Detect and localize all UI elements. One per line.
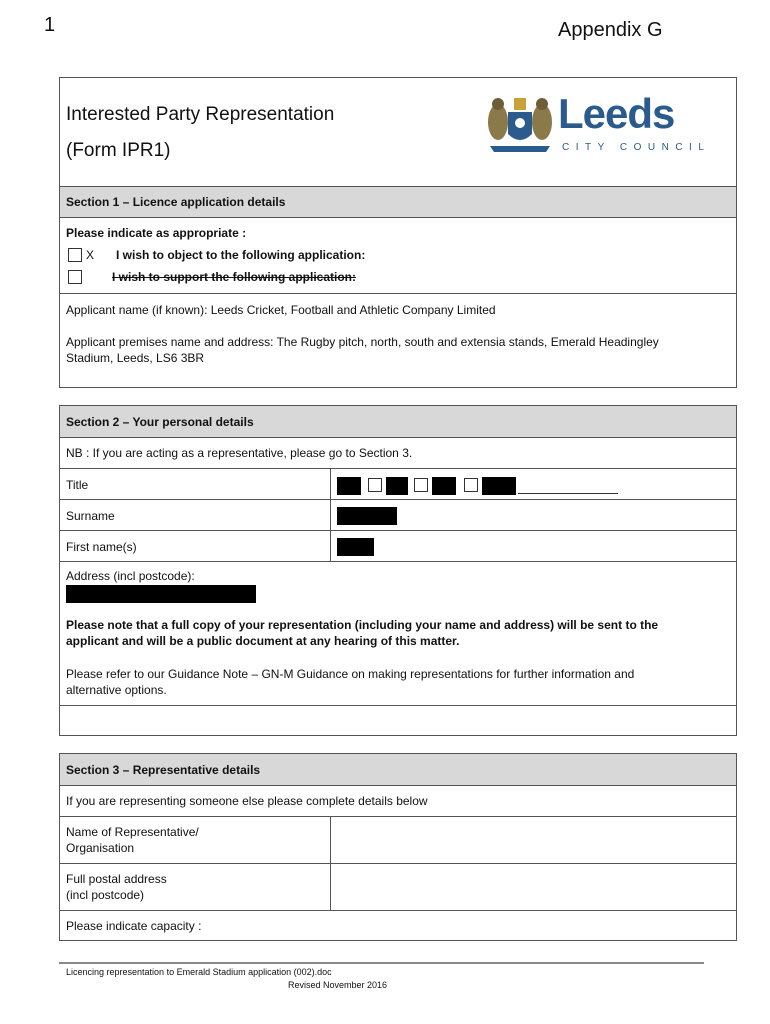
section3-intro-row: [60, 785, 736, 816]
nb-text: NB : If you are acting as a representative, please go to Section 3.: [66, 446, 413, 460]
premises-line2: Stadium, Leeds, LS6 3BR: [66, 351, 205, 365]
section2-blank-row: [60, 705, 736, 737]
refer-line1: Please refer to our Guidance Note – GN-M Guidance on making representations for further information and: [66, 667, 635, 681]
surname-redaction: [337, 507, 397, 525]
form-subtitle: (Form IPR1): [66, 140, 171, 161]
title-other-blank[interactable]: [518, 493, 618, 494]
address-row: [60, 561, 736, 705]
title-redaction-1: [337, 477, 361, 495]
title-label: Title: [66, 478, 89, 492]
surname-row: [60, 499, 736, 530]
firstname-divider: [330, 531, 331, 561]
section3-box: [59, 753, 737, 941]
leeds-logo: [486, 90, 711, 160]
footer-filename: Licencing representation to Emerald Stadium application (002).doc: [66, 967, 332, 977]
object-label: I wish to object to the following application:: [116, 248, 366, 262]
section2-heading-row: [60, 406, 736, 437]
rep-name-divider: [330, 817, 331, 863]
surname-divider: [330, 500, 331, 530]
title-redaction-4: [482, 477, 516, 495]
capacity-row: [60, 910, 736, 942]
title-checkbox-1[interactable]: [368, 478, 382, 492]
section1-options-row: [60, 217, 736, 293]
indicate-label: Please indicate as appropriate :: [66, 226, 247, 240]
firstname-label: First name(s): [66, 540, 137, 554]
section1-heading: Section 1 – Licence application details: [66, 195, 286, 209]
surname-label: Surname: [66, 509, 115, 523]
rep-name-row: [60, 816, 736, 863]
title-redaction-3: [432, 477, 456, 495]
object-checkbox[interactable]: [68, 248, 82, 262]
logo-subtitle: CITY COUNCIL: [562, 142, 711, 153]
title-divider: [330, 469, 331, 499]
title-redaction-2: [386, 477, 408, 495]
page-number: 1: [44, 14, 56, 36]
title-checkbox-3[interactable]: [464, 478, 478, 492]
footer-revised: Revised November 2016: [288, 980, 388, 990]
note-line1: Please note that a full copy of your representation (including your name and address) will be sent to the: [66, 618, 659, 632]
firstname-redaction: [337, 538, 374, 556]
form-title: Interested Party Representation: [66, 104, 335, 125]
postal-line2: (incl postcode): [66, 888, 145, 902]
support-checkbox[interactable]: [68, 270, 82, 284]
address-redaction: [66, 585, 256, 603]
applicant-name: Applicant name (if known): Leeds Cricket, Football and Athletic Company Limited: [66, 303, 496, 317]
coat-of-arms-icon: [486, 92, 554, 156]
nb-row: [60, 437, 736, 468]
note-line2: applicant and will be a public document at any hearing of this matter.: [66, 634, 460, 648]
support-label: I wish to support the following application:: [112, 270, 356, 284]
capacity-label: Please indicate capacity :: [66, 919, 202, 933]
address-label: Address (incl postcode):: [66, 569, 195, 583]
premises-line1: Applicant premises name and address: The Rugby pitch, north, south and extensia stands, Emerald Headingley: [66, 335, 659, 349]
logo-wordmark: Leeds: [558, 90, 675, 137]
applicant-details-row: [60, 293, 736, 389]
postal-line1: Full postal address: [66, 872, 167, 886]
firstname-row: [60, 530, 736, 561]
section3-intro: If you are representing someone else please complete details below: [66, 794, 428, 808]
title-row: [60, 468, 736, 499]
section3-heading-row: [60, 754, 736, 785]
appendix-label: Appendix G: [558, 19, 663, 41]
section3-heading: Section 3 – Representative details: [66, 763, 261, 777]
section1-box: [59, 77, 737, 388]
refer-line2: alternative options.: [66, 683, 167, 697]
section1-heading-row: [60, 186, 736, 217]
form-header: [60, 78, 736, 186]
postal-divider: [330, 864, 331, 910]
section2-heading: Section 2 – Your personal details: [66, 415, 254, 429]
footer-divider: [59, 962, 704, 964]
object-mark: X: [86, 248, 95, 262]
rep-name-line2: Organisation: [66, 841, 135, 855]
title-checkbox-2[interactable]: [414, 478, 428, 492]
section2-box: [59, 405, 737, 736]
rep-name-line1: Name of Representative/: [66, 825, 199, 839]
postal-row: [60, 863, 736, 910]
